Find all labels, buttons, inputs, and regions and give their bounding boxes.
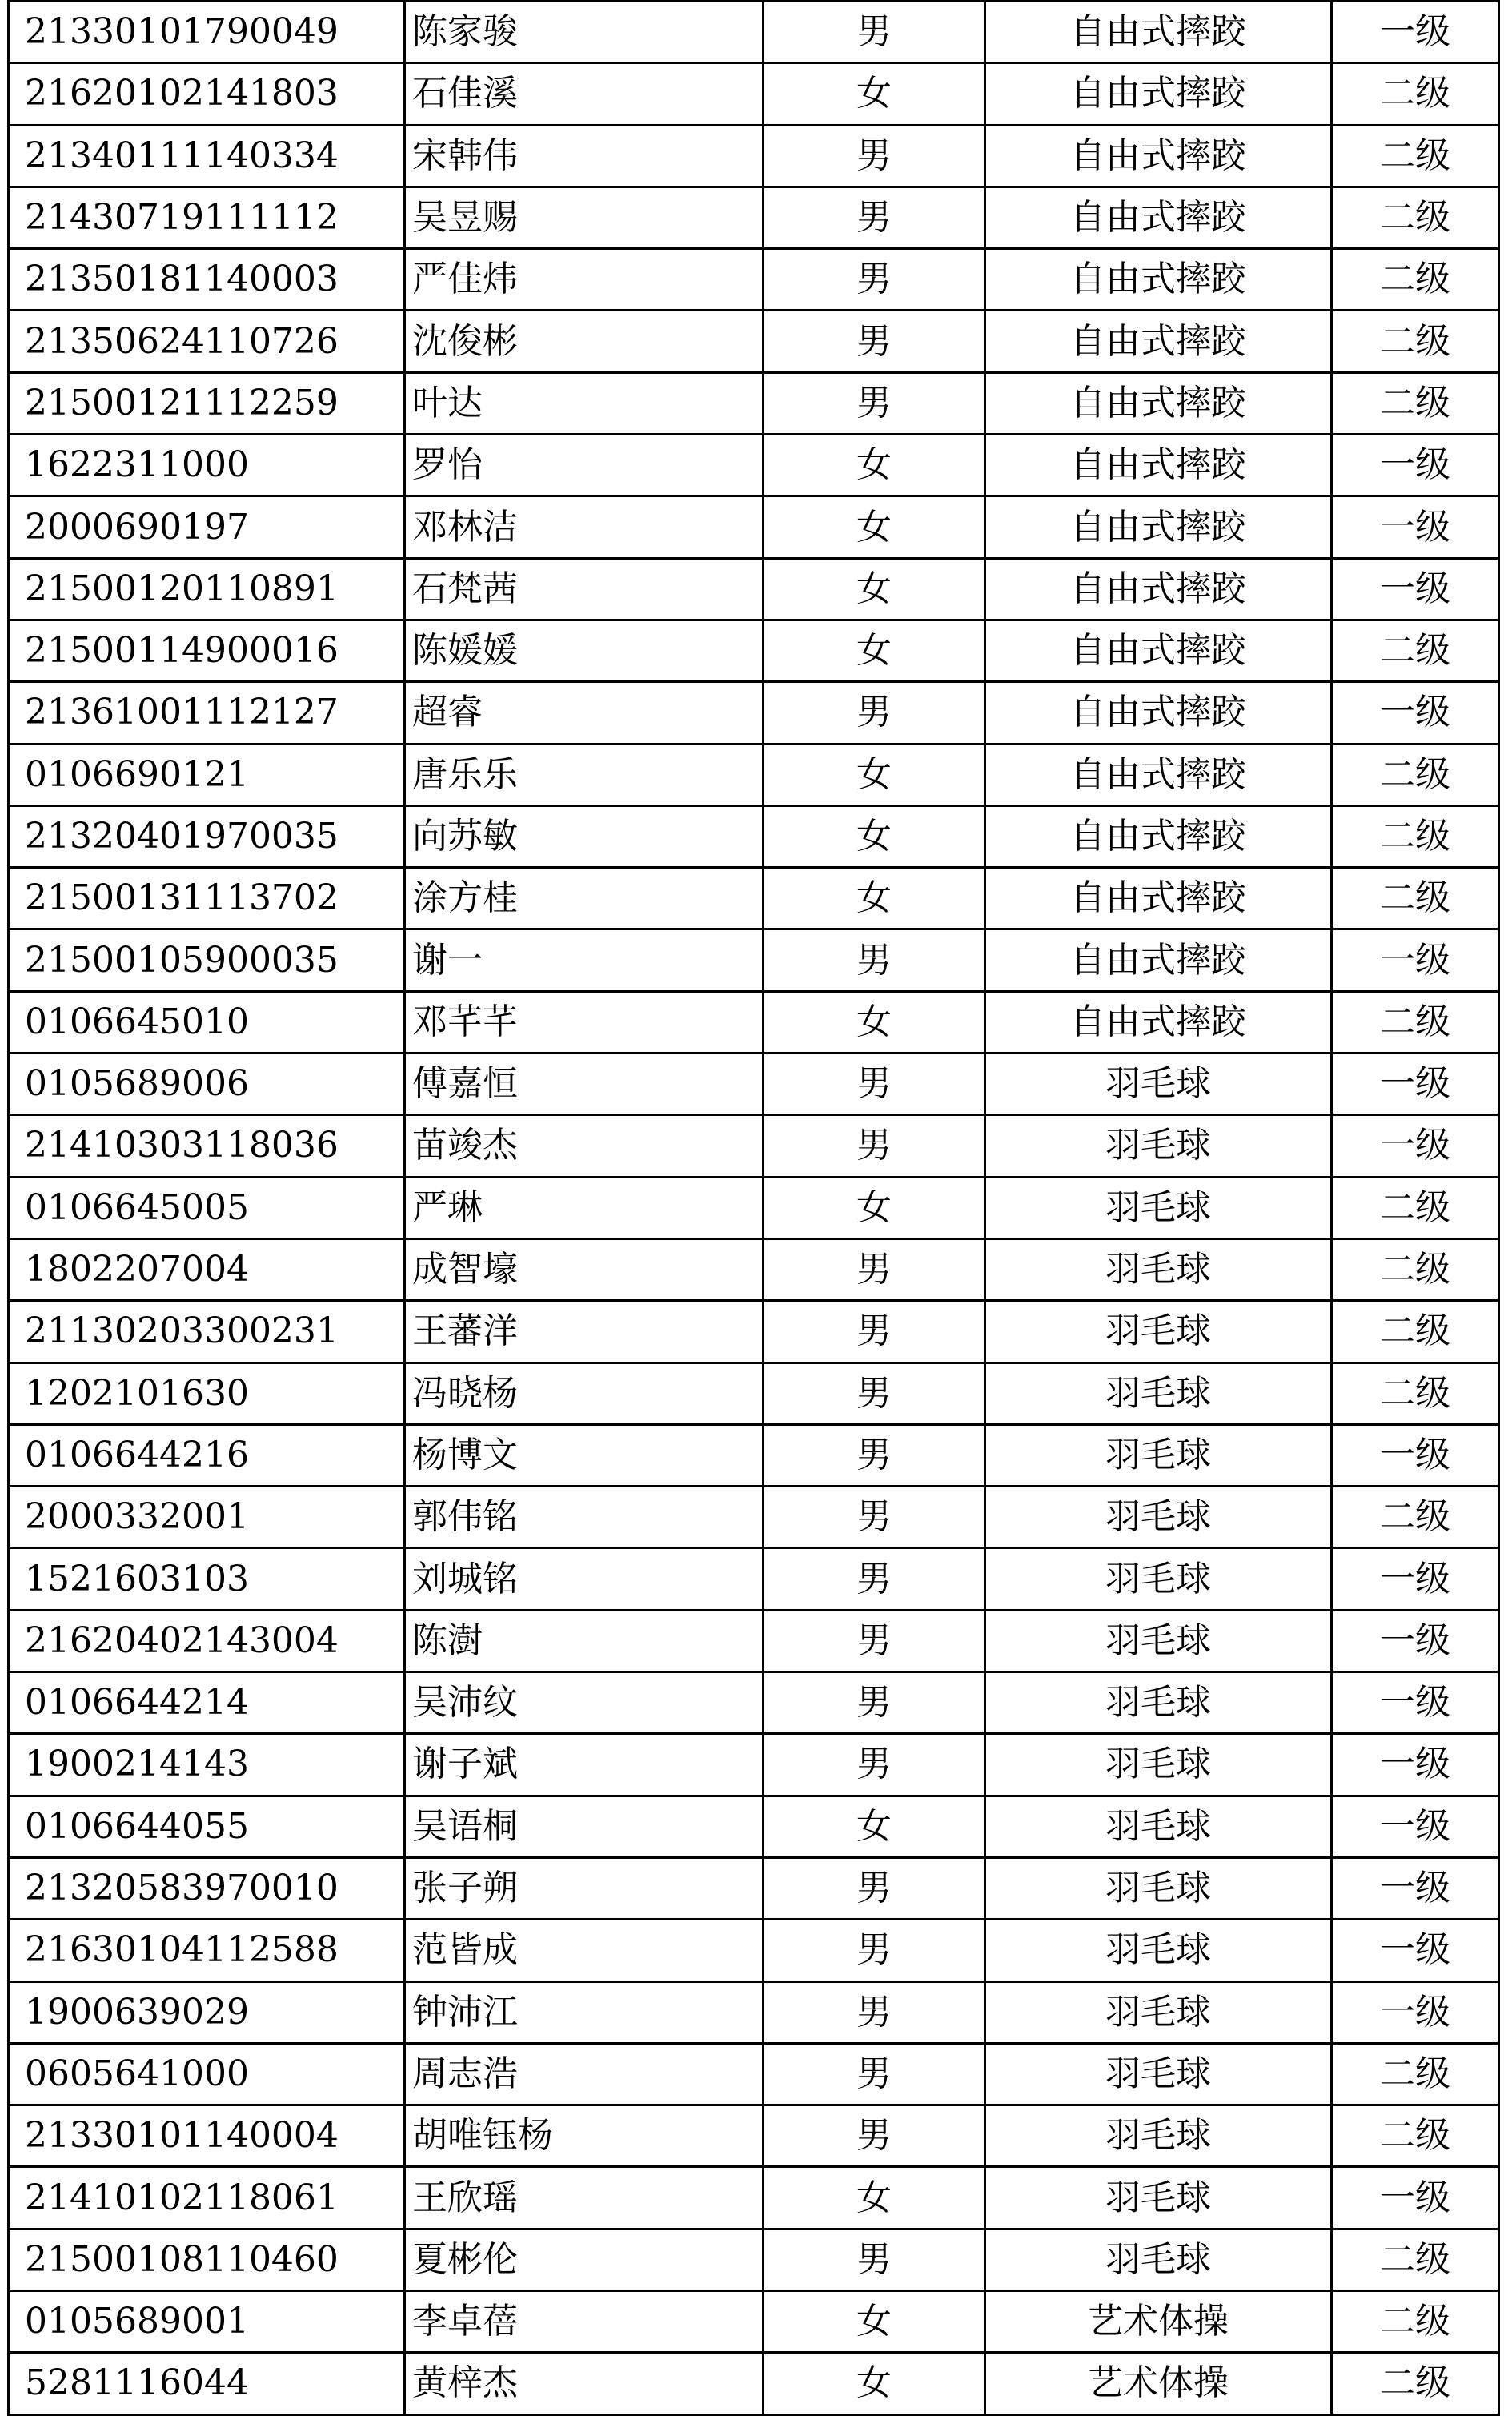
level-cell: 二级 bbox=[1332, 620, 1499, 681]
sport-cell: 羽毛球 bbox=[985, 1177, 1332, 1238]
athlete-id-cell: 2000332001 bbox=[9, 1487, 405, 1548]
athlete-id-cell: 1802207004 bbox=[9, 1238, 405, 1300]
gender-cell: 女 bbox=[764, 991, 985, 1053]
table-row bbox=[9, 1734, 1499, 1796]
table-row bbox=[9, 991, 1499, 1053]
athlete-name-cell: 成智壕 bbox=[405, 1238, 764, 1300]
athlete-name-cell: 涂方桂 bbox=[405, 868, 764, 929]
athlete-id-cell: 1521603103 bbox=[9, 1548, 405, 1610]
gender-cell: 男 bbox=[764, 1053, 985, 1115]
table-row bbox=[9, 1301, 1499, 1363]
table-row bbox=[9, 558, 1499, 620]
gender-cell: 男 bbox=[764, 929, 985, 991]
athlete-name-cell: 叶达 bbox=[405, 372, 764, 434]
level-cell: 二级 bbox=[1332, 744, 1499, 805]
gender-cell: 男 bbox=[764, 249, 985, 311]
gender-cell: 女 bbox=[764, 744, 985, 805]
table-row bbox=[9, 2229, 1499, 2290]
athlete-name-cell: 邓芊芊 bbox=[405, 991, 764, 1053]
level-cell: 一级 bbox=[1332, 1734, 1499, 1796]
sport-cell: 羽毛球 bbox=[985, 1548, 1332, 1610]
gender-cell: 女 bbox=[764, 2353, 985, 2414]
gender-cell: 男 bbox=[764, 372, 985, 434]
athlete-name-cell: 傅嘉恒 bbox=[405, 1053, 764, 1115]
athlete-id-cell: 21410102118061 bbox=[9, 2167, 405, 2229]
table-row bbox=[9, 1424, 1499, 1486]
sport-cell: 羽毛球 bbox=[985, 1301, 1332, 1363]
athlete-id-cell: 5281116044 bbox=[9, 2353, 405, 2414]
gender-cell: 男 bbox=[764, 1487, 985, 1548]
level-cell: 一级 bbox=[1332, 1672, 1499, 1734]
level-cell: 一级 bbox=[1332, 1115, 1499, 1177]
level-cell: 一级 bbox=[1332, 1857, 1499, 1919]
gender-cell: 男 bbox=[764, 1981, 985, 2043]
gender-cell: 男 bbox=[764, 1301, 985, 1363]
table-row bbox=[9, 1857, 1499, 1919]
table-row bbox=[9, 2, 1499, 63]
athlete-id-cell: 21500114900016 bbox=[9, 620, 405, 681]
gender-cell: 男 bbox=[764, 2105, 985, 2167]
sport-cell: 自由式摔跤 bbox=[985, 496, 1332, 558]
table-row bbox=[9, 1053, 1499, 1115]
level-cell: 一级 bbox=[1332, 929, 1499, 991]
athlete-id-cell: 1622311000 bbox=[9, 435, 405, 496]
athlete-name-cell: 黄梓杰 bbox=[405, 2353, 764, 2414]
sport-cell: 羽毛球 bbox=[985, 1672, 1332, 1734]
gender-cell: 女 bbox=[764, 63, 985, 125]
athlete-id-cell: 21130203300231 bbox=[9, 1301, 405, 1363]
athlete-name-cell: 谢一 bbox=[405, 929, 764, 991]
level-cell: 一级 bbox=[1332, 1053, 1499, 1115]
level-cell: 二级 bbox=[1332, 2105, 1499, 2167]
athlete-name-cell: 刘城铭 bbox=[405, 1548, 764, 1610]
gender-cell: 男 bbox=[764, 1920, 985, 1981]
sport-cell: 羽毛球 bbox=[985, 2229, 1332, 2290]
table-row bbox=[9, 63, 1499, 125]
table-row bbox=[9, 744, 1499, 805]
table-row bbox=[9, 249, 1499, 311]
athlete-id-cell: 1900214143 bbox=[9, 1734, 405, 1796]
sport-cell: 羽毛球 bbox=[985, 2043, 1332, 2105]
sport-cell: 羽毛球 bbox=[985, 1981, 1332, 2043]
level-cell: 一级 bbox=[1332, 496, 1499, 558]
gender-cell: 男 bbox=[764, 682, 985, 744]
athlete-name-cell: 严琳 bbox=[405, 1177, 764, 1238]
table-row bbox=[9, 2353, 1499, 2414]
table-row bbox=[9, 682, 1499, 744]
level-cell: 一级 bbox=[1332, 1920, 1499, 1981]
sport-cell: 艺术体操 bbox=[985, 2353, 1332, 2414]
athlete-id-cell: 21330101140004 bbox=[9, 2105, 405, 2167]
athlete-name-cell: 王欣瑶 bbox=[405, 2167, 764, 2229]
athlete-id-cell: 0106644055 bbox=[9, 1796, 405, 1857]
sport-cell: 自由式摔跤 bbox=[985, 868, 1332, 929]
level-cell: 二级 bbox=[1332, 125, 1499, 187]
level-cell: 二级 bbox=[1332, 1363, 1499, 1424]
sport-cell: 羽毛球 bbox=[985, 2105, 1332, 2167]
athlete-name-cell: 冯晓杨 bbox=[405, 1363, 764, 1424]
athlete-name-cell: 陈家骏 bbox=[405, 2, 764, 63]
athlete-id-cell: 0105689001 bbox=[9, 2290, 405, 2352]
table-row bbox=[9, 620, 1499, 681]
gender-cell: 男 bbox=[764, 187, 985, 248]
sport-cell: 自由式摔跤 bbox=[985, 372, 1332, 434]
athlete-name-cell: 郭伟铭 bbox=[405, 1487, 764, 1548]
table-row bbox=[9, 1177, 1499, 1238]
gender-cell: 女 bbox=[764, 805, 985, 867]
table-row bbox=[9, 1920, 1499, 1981]
level-cell: 二级 bbox=[1332, 2229, 1499, 2290]
level-cell: 二级 bbox=[1332, 1238, 1499, 1300]
sport-cell: 自由式摔跤 bbox=[985, 187, 1332, 248]
athlete-id-cell: 21340111140334 bbox=[9, 125, 405, 187]
gender-cell: 男 bbox=[764, 1424, 985, 1486]
table-row bbox=[9, 1610, 1499, 1672]
level-cell: 一级 bbox=[1332, 1796, 1499, 1857]
level-cell: 二级 bbox=[1332, 1301, 1499, 1363]
athlete-name-cell: 严佳炜 bbox=[405, 249, 764, 311]
athlete-name-cell: 钟沛江 bbox=[405, 1981, 764, 2043]
gender-cell: 女 bbox=[764, 1796, 985, 1857]
athlete-id-cell: 21430719111112 bbox=[9, 187, 405, 248]
gender-cell: 男 bbox=[764, 2043, 985, 2105]
sport-cell: 羽毛球 bbox=[985, 1857, 1332, 1919]
athlete-name-cell: 唐乐乐 bbox=[405, 744, 764, 805]
sport-cell: 自由式摔跤 bbox=[985, 805, 1332, 867]
athlete-name-cell: 范皆成 bbox=[405, 1920, 764, 1981]
level-cell: 二级 bbox=[1332, 187, 1499, 248]
athlete-name-cell: 石佳溪 bbox=[405, 63, 764, 125]
athlete-id-cell: 21500121112259 bbox=[9, 372, 405, 434]
table-row bbox=[9, 805, 1499, 867]
athlete-id-cell: 21350624110726 bbox=[9, 311, 405, 372]
table-row bbox=[9, 2043, 1499, 2105]
athlete-name-cell: 石梵茜 bbox=[405, 558, 764, 620]
level-cell: 二级 bbox=[1332, 1487, 1499, 1548]
sport-cell: 自由式摔跤 bbox=[985, 558, 1332, 620]
athlete-roster-table bbox=[7, 0, 1500, 2416]
table-row bbox=[9, 1796, 1499, 1857]
athlete-id-cell: 21500105900035 bbox=[9, 929, 405, 991]
sport-cell: 自由式摔跤 bbox=[985, 435, 1332, 496]
athlete-name-cell: 夏彬伦 bbox=[405, 2229, 764, 2290]
gender-cell: 女 bbox=[764, 1177, 985, 1238]
gender-cell: 女 bbox=[764, 620, 985, 681]
table-row bbox=[9, 311, 1499, 372]
level-cell: 二级 bbox=[1332, 868, 1499, 929]
gender-cell: 男 bbox=[764, 1115, 985, 1177]
athlete-id-cell: 0106690121 bbox=[9, 744, 405, 805]
level-cell: 一级 bbox=[1332, 2, 1499, 63]
table-row bbox=[9, 1363, 1499, 1424]
athlete-id-cell: 1900639029 bbox=[9, 1981, 405, 2043]
athlete-id-cell: 0105689006 bbox=[9, 1053, 405, 1115]
table-row bbox=[9, 1981, 1499, 2043]
athlete-name-cell: 王蕃洋 bbox=[405, 1301, 764, 1363]
athlete-name-cell: 罗怡 bbox=[405, 435, 764, 496]
table-row bbox=[9, 125, 1499, 187]
athlete-name-cell: 杨博文 bbox=[405, 1424, 764, 1486]
athlete-name-cell: 谢子斌 bbox=[405, 1734, 764, 1796]
table-row bbox=[9, 1672, 1499, 1734]
gender-cell: 女 bbox=[764, 435, 985, 496]
sport-cell: 羽毛球 bbox=[985, 1363, 1332, 1424]
level-cell: 二级 bbox=[1332, 2353, 1499, 2414]
sport-cell: 自由式摔跤 bbox=[985, 125, 1332, 187]
athlete-id-cell: 21410303118036 bbox=[9, 1115, 405, 1177]
gender-cell: 男 bbox=[764, 2, 985, 63]
level-cell: 一级 bbox=[1332, 1424, 1499, 1486]
sport-cell: 羽毛球 bbox=[985, 1487, 1332, 1548]
table-row bbox=[9, 929, 1499, 991]
sport-cell: 自由式摔跤 bbox=[985, 682, 1332, 744]
table-row bbox=[9, 1238, 1499, 1300]
athlete-name-cell: 周志浩 bbox=[405, 2043, 764, 2105]
sport-cell: 羽毛球 bbox=[985, 1610, 1332, 1672]
athlete-id-cell: 21630104112588 bbox=[9, 1920, 405, 1981]
athlete-id-cell: 2000690197 bbox=[9, 496, 405, 558]
gender-cell: 女 bbox=[764, 868, 985, 929]
athlete-name-cell: 向苏敏 bbox=[405, 805, 764, 867]
athlete-name-cell: 超睿 bbox=[405, 682, 764, 744]
level-cell: 二级 bbox=[1332, 2290, 1499, 2352]
gender-cell: 男 bbox=[764, 1734, 985, 1796]
level-cell: 一级 bbox=[1332, 1548, 1499, 1610]
level-cell: 一级 bbox=[1332, 558, 1499, 620]
level-cell: 二级 bbox=[1332, 1177, 1499, 1238]
gender-cell: 男 bbox=[764, 1857, 985, 1919]
athlete-id-cell: 21620102141803 bbox=[9, 63, 405, 125]
sport-cell: 自由式摔跤 bbox=[985, 2, 1332, 63]
athlete-id-cell: 0106645010 bbox=[9, 991, 405, 1053]
level-cell: 二级 bbox=[1332, 2043, 1499, 2105]
athlete-id-cell: 21620402143004 bbox=[9, 1610, 405, 1672]
sport-cell: 羽毛球 bbox=[985, 1920, 1332, 1981]
table-row bbox=[9, 435, 1499, 496]
level-cell: 二级 bbox=[1332, 63, 1499, 125]
table-row bbox=[9, 2290, 1499, 2352]
table-row bbox=[9, 187, 1499, 248]
table-row bbox=[9, 868, 1499, 929]
sport-cell: 自由式摔跤 bbox=[985, 311, 1332, 372]
table-row bbox=[9, 496, 1499, 558]
sport-cell: 艺术体操 bbox=[985, 2290, 1332, 2352]
athlete-name-cell: 张子朔 bbox=[405, 1857, 764, 1919]
gender-cell: 男 bbox=[764, 1363, 985, 1424]
athlete-name-cell: 苗竣杰 bbox=[405, 1115, 764, 1177]
sport-cell: 羽毛球 bbox=[985, 2167, 1332, 2229]
gender-cell: 男 bbox=[764, 1672, 985, 1734]
sport-cell: 自由式摔跤 bbox=[985, 929, 1332, 991]
athlete-name-cell: 陈媛媛 bbox=[405, 620, 764, 681]
sport-cell: 自由式摔跤 bbox=[985, 620, 1332, 681]
athlete-id-cell: 21500108110460 bbox=[9, 2229, 405, 2290]
athlete-id-cell: 21361001112127 bbox=[9, 682, 405, 744]
athlete-id-cell: 0106645005 bbox=[9, 1177, 405, 1238]
level-cell: 一级 bbox=[1332, 2167, 1499, 2229]
gender-cell: 女 bbox=[764, 2167, 985, 2229]
sport-cell: 羽毛球 bbox=[985, 1053, 1332, 1115]
level-cell: 二级 bbox=[1332, 249, 1499, 311]
table-row bbox=[9, 2167, 1499, 2229]
sport-cell: 自由式摔跤 bbox=[985, 63, 1332, 125]
sport-cell: 羽毛球 bbox=[985, 1424, 1332, 1486]
athlete-name-cell: 吴昱赐 bbox=[405, 187, 764, 248]
athlete-name-cell: 李卓蓓 bbox=[405, 2290, 764, 2352]
gender-cell: 女 bbox=[764, 558, 985, 620]
gender-cell: 男 bbox=[764, 2229, 985, 2290]
athlete-id-cell: 21500120110891 bbox=[9, 558, 405, 620]
table-row bbox=[9, 1548, 1499, 1610]
athlete-name-cell: 陈澍 bbox=[405, 1610, 764, 1672]
gender-cell: 男 bbox=[764, 1238, 985, 1300]
table-row bbox=[9, 372, 1499, 434]
athlete-name-cell: 吴语桐 bbox=[405, 1796, 764, 1857]
gender-cell: 男 bbox=[764, 125, 985, 187]
athlete-name-cell: 吴沛纹 bbox=[405, 1672, 764, 1734]
level-cell: 二级 bbox=[1332, 805, 1499, 867]
level-cell: 一级 bbox=[1332, 1610, 1499, 1672]
level-cell: 一级 bbox=[1332, 682, 1499, 744]
sport-cell: 羽毛球 bbox=[985, 1115, 1332, 1177]
gender-cell: 男 bbox=[764, 311, 985, 372]
athlete-name-cell: 宋韩伟 bbox=[405, 125, 764, 187]
athlete-id-cell: 21500131113702 bbox=[9, 868, 405, 929]
athlete-id-cell: 21320583970010 bbox=[9, 1857, 405, 1919]
table-row bbox=[9, 1115, 1499, 1177]
sport-cell: 羽毛球 bbox=[985, 1796, 1332, 1857]
level-cell: 二级 bbox=[1332, 991, 1499, 1053]
sport-cell: 自由式摔跤 bbox=[985, 744, 1332, 805]
sport-cell: 羽毛球 bbox=[985, 1734, 1332, 1796]
table-row bbox=[9, 2105, 1499, 2167]
level-cell: 一级 bbox=[1332, 1981, 1499, 2043]
athlete-id-cell: 0106644216 bbox=[9, 1424, 405, 1486]
gender-cell: 女 bbox=[764, 2290, 985, 2352]
athlete-id-cell: 21330101790049 bbox=[9, 2, 405, 63]
sport-cell: 羽毛球 bbox=[985, 1238, 1332, 1300]
athlete-name-cell: 沈俊彬 bbox=[405, 311, 764, 372]
gender-cell: 男 bbox=[764, 1548, 985, 1610]
athlete-name-cell: 邓林洁 bbox=[405, 496, 764, 558]
sport-cell: 自由式摔跤 bbox=[985, 249, 1332, 311]
athlete-id-cell: 1202101630 bbox=[9, 1363, 405, 1424]
sport-cell: 自由式摔跤 bbox=[985, 991, 1332, 1053]
level-cell: 二级 bbox=[1332, 311, 1499, 372]
athlete-name-cell: 胡唯钰杨 bbox=[405, 2105, 764, 2167]
athlete-id-cell: 0106644214 bbox=[9, 1672, 405, 1734]
gender-cell: 男 bbox=[764, 1610, 985, 1672]
roster-body bbox=[9, 2, 1499, 2415]
athlete-id-cell: 0605641000 bbox=[9, 2043, 405, 2105]
athlete-id-cell: 21320401970035 bbox=[9, 805, 405, 867]
gender-cell: 女 bbox=[764, 496, 985, 558]
table-row bbox=[9, 1487, 1499, 1548]
athlete-id-cell: 21350181140003 bbox=[9, 249, 405, 311]
level-cell: 二级 bbox=[1332, 372, 1499, 434]
level-cell: 一级 bbox=[1332, 435, 1499, 496]
